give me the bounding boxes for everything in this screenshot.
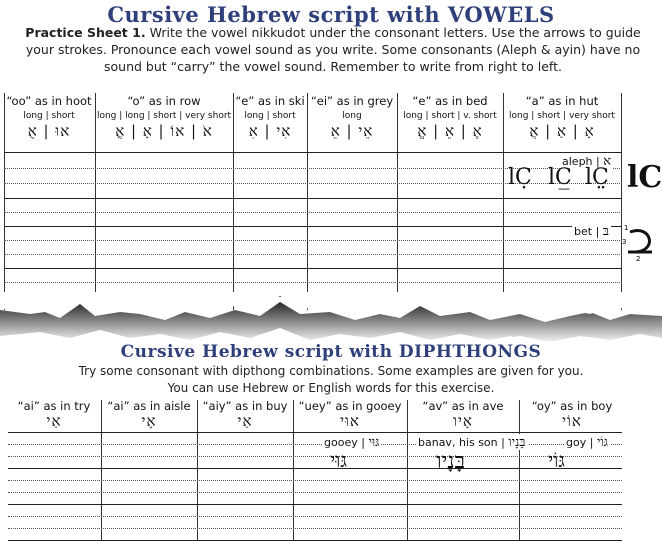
- col-divider: [397, 93, 398, 310]
- guide-line: [4, 212, 622, 213]
- col-divider: [503, 93, 504, 310]
- diphthongs-title: Cursive Hebrew script with DIPHTHONGS: [120, 342, 542, 362]
- dcol-divider: [101, 400, 102, 540]
- dcol-header-ai-try: “ai” as in try אַי: [17, 399, 91, 430]
- col-header-ei: “ei” as in grey long אֵי | אֵ: [310, 94, 394, 140]
- dguide-line: [8, 456, 622, 457]
- example-label-banav: banav, his son | בָּנָיו: [418, 435, 526, 450]
- dcol-header-ai-aisle: “ai” as in aisle אָי: [107, 399, 191, 430]
- col-header-e-bed: “e” as in bed long | short | v. short אֶ | אֵ | אֱ: [403, 94, 497, 140]
- base-line: [4, 226, 622, 227]
- dbase-line: [8, 432, 622, 433]
- instructions-text: Write the vowel nikkudot under the consonant letters. Use the arrows to guide your strokes. Pronounce each vowel sound as you write. Some consonants (Aleph & ayin) have no sound but “carry” the vowel sound. Remember to write from right to left.: [25, 25, 641, 74]
- base-line: [4, 268, 622, 269]
- diphthongs-sheet: [0, 340, 662, 542]
- col-header-e-ski: “e” as in ski long | short אִי | אִ: [235, 94, 305, 140]
- dcol-header-oy: “oy” as in boy אוֹי: [531, 399, 613, 430]
- dguide-line: [8, 492, 622, 493]
- svg-text:1: 1: [624, 224, 629, 232]
- dguide-line: [8, 480, 622, 481]
- bet-stroke-guide: [622, 222, 662, 262]
- dguide-line: [8, 516, 622, 517]
- example-cursive-goy: גּוֹי: [548, 448, 565, 472]
- dcol-header-av: “av” as in ave אָיו: [422, 399, 504, 430]
- aleph-example-2: lC̲: [548, 165, 572, 190]
- vowels-instructions: [18, 24, 648, 75]
- example-label-goy: goy | גּוֹי: [566, 435, 608, 450]
- col-divider: [621, 93, 622, 310]
- dcol-divider: [293, 400, 294, 540]
- example-cursive-banav: בָּנָיו: [436, 449, 466, 474]
- diphthongs-line1: Try some consonant with dipthong combinations. Some examples are given for you.: [78, 364, 584, 378]
- col-divider: [95, 93, 96, 310]
- instructions-lead: Practice Sheet 1.: [25, 25, 146, 40]
- diphthongs-line2: You can use Hebrew or English words for this exercise.: [167, 381, 495, 395]
- base-line: [4, 152, 622, 153]
- col-header-o: “o” as in row long | long | short | very short אֹ | אוֹ | אָ | אֳ: [96, 94, 232, 140]
- col-header-oo: “oo” as in hoot long | short אוּ | אֻ: [6, 94, 92, 140]
- dcol-header-uey: “uey” as in gooey אוּי: [298, 399, 402, 430]
- dbase-line: [8, 540, 622, 541]
- dcol-divider: [407, 400, 408, 540]
- row-label-aleph: aleph | א: [562, 154, 612, 169]
- aleph-example-1: lC̣: [508, 165, 532, 190]
- dcol-header-aiy: “aiy” as in buy אַי: [202, 399, 288, 430]
- guide-line: [4, 282, 622, 283]
- guide-line: [4, 254, 622, 255]
- dcol-divider: [519, 400, 520, 540]
- col-divider: [233, 93, 234, 310]
- dbase-line: [8, 468, 622, 469]
- vowels-title: Cursive Hebrew script with VOWELS: [107, 2, 555, 27]
- aleph-stroke-guide: lC: [627, 160, 662, 195]
- svg-text:2: 2: [636, 255, 641, 262]
- left-border: [4, 93, 5, 310]
- row-label-bet: bet | בּ: [574, 224, 610, 239]
- svg-text:3: 3: [622, 238, 627, 246]
- dbase-line: [8, 504, 622, 505]
- dcol-divider: [197, 400, 198, 540]
- base-line: [4, 198, 622, 199]
- example-cursive-gooey: גּוּי: [330, 448, 347, 472]
- example-label-gooey: gooey | גּוּי: [324, 435, 380, 450]
- col-divider: [307, 93, 308, 310]
- aleph-example-3: lC̤: [585, 165, 609, 190]
- col-header-a: “a” as in hut long | short | very short אָ | אַ | אֲ: [509, 94, 615, 140]
- dguide-line: [8, 528, 622, 529]
- guide-line: [4, 240, 622, 241]
- dguide-line: [8, 444, 622, 445]
